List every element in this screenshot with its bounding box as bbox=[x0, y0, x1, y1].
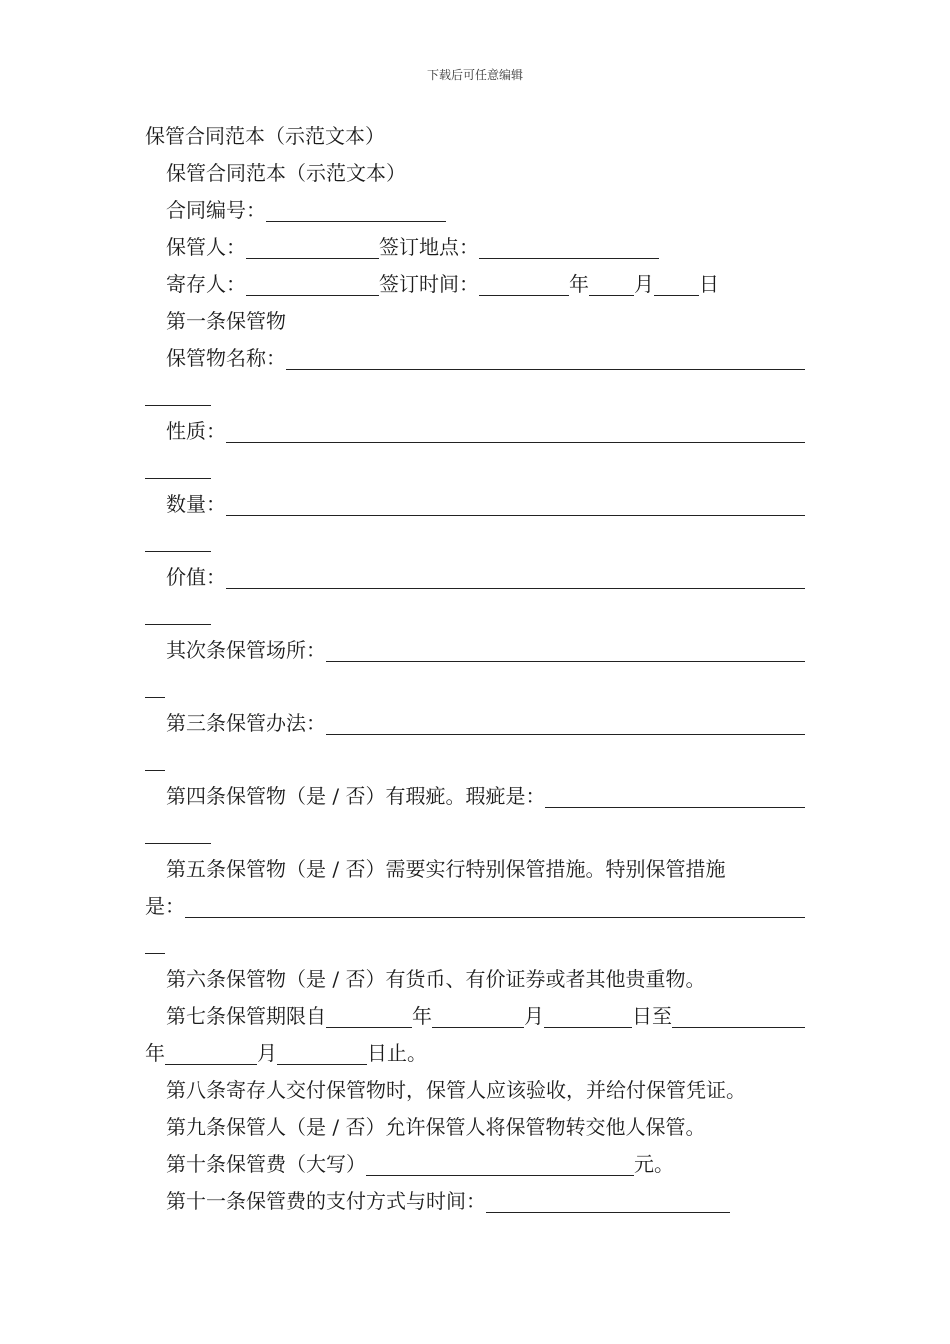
article-11-line bbox=[145, 1183, 805, 1220]
article-2: 其次条保管场所： bbox=[166, 638, 326, 662]
value-label: 价值： bbox=[166, 565, 226, 589]
contract-no-line bbox=[145, 192, 805, 229]
doc-title-line bbox=[145, 118, 805, 155]
item-name-label: 保管物名称： bbox=[166, 346, 286, 370]
contract-no-label: 合同编号： bbox=[166, 198, 266, 222]
quantity-cont bbox=[145, 523, 805, 559]
article-11: 第十一条保管费的支付方式与时间： bbox=[166, 1189, 486, 1213]
article-8: 第八条寄存人交付保管物时，保管人应该验收，并给付保管凭证。 bbox=[166, 1078, 746, 1102]
sign-year-label: 年 bbox=[569, 272, 589, 296]
article-6-line bbox=[145, 961, 805, 998]
article-10-a: 第十条保管费（大写） bbox=[166, 1152, 366, 1176]
defect-blank[interactable] bbox=[545, 781, 805, 808]
item-name-line bbox=[145, 340, 805, 377]
sign-month-blank[interactable] bbox=[589, 269, 634, 296]
nature-label: 性质： bbox=[166, 419, 226, 443]
article-5-b: 是： bbox=[145, 894, 185, 918]
sign-place-blank[interactable] bbox=[479, 232, 659, 259]
article-7-month: 月 bbox=[524, 1004, 544, 1028]
sign-time-label: 签订时间： bbox=[379, 272, 479, 296]
article-7-b-month: 月 bbox=[257, 1041, 277, 1065]
depositor-label: 寄存人： bbox=[166, 272, 246, 296]
article-1: 第一条保管物 bbox=[166, 309, 286, 333]
custodian-blank[interactable] bbox=[246, 232, 379, 259]
special-measures-blank-cont[interactable] bbox=[145, 927, 165, 954]
payment-method-blank[interactable] bbox=[486, 1186, 730, 1213]
value-line bbox=[145, 559, 805, 596]
value-cont bbox=[145, 596, 805, 632]
storage-place-blank[interactable] bbox=[326, 635, 805, 662]
article-6: 第六条保管物（是 / 否）有货币、有价证券或者其他贵重物。 bbox=[166, 967, 706, 991]
value-blank[interactable] bbox=[226, 562, 805, 589]
sign-day-label: 日 bbox=[699, 272, 719, 296]
article-8-line bbox=[145, 1072, 805, 1109]
sign-month-label: 月 bbox=[634, 272, 654, 296]
fee-amount-blank[interactable] bbox=[366, 1149, 634, 1176]
nature-blank[interactable] bbox=[226, 416, 805, 443]
article-5-a: 第五条保管物（是 / 否）需要实行特别保管措施。特别保管措施 bbox=[166, 857, 726, 881]
article-7-day-to: 日至 bbox=[632, 1004, 672, 1028]
special-measures-blank[interactable] bbox=[185, 891, 805, 918]
custodian-line bbox=[145, 229, 805, 266]
quantity-label: 数量： bbox=[166, 492, 226, 516]
quantity-blank-cont[interactable] bbox=[145, 525, 211, 552]
article-10-line bbox=[145, 1146, 805, 1183]
nature-line bbox=[145, 413, 805, 450]
article-4-line bbox=[145, 778, 805, 815]
item-name-blank[interactable] bbox=[286, 343, 805, 370]
article-3: 第三条保管办法： bbox=[166, 711, 326, 735]
period-start-month-blank[interactable] bbox=[432, 1001, 524, 1028]
article-9-line bbox=[145, 1109, 805, 1146]
depositor-line bbox=[145, 266, 805, 303]
period-start-day-blank[interactable] bbox=[544, 1001, 632, 1028]
value-blank-cont[interactable] bbox=[145, 598, 211, 625]
storage-method-blank-cont[interactable] bbox=[145, 744, 165, 771]
defect-blank-cont[interactable] bbox=[145, 817, 211, 844]
article-7-a: 第七条保管期限自 bbox=[166, 1004, 326, 1028]
article-5-cont bbox=[145, 925, 805, 961]
article-7-end: 日止。 bbox=[367, 1041, 427, 1065]
sign-year-blank[interactable] bbox=[479, 269, 569, 296]
article-7-b-year: 年 bbox=[145, 1041, 165, 1065]
article-1-line bbox=[145, 303, 805, 340]
sign-place-label: 签订地点： bbox=[379, 235, 479, 259]
article-10-b: 元。 bbox=[634, 1152, 674, 1176]
nature-blank-cont[interactable] bbox=[145, 452, 211, 479]
article-7-line bbox=[145, 998, 805, 1035]
article-2-line bbox=[145, 632, 805, 669]
article-4-cont bbox=[145, 815, 805, 851]
article-5-line-b bbox=[145, 888, 805, 925]
article-2-cont bbox=[145, 669, 805, 705]
storage-method-blank[interactable] bbox=[326, 708, 805, 735]
period-end-year-blank[interactable] bbox=[672, 1001, 805, 1028]
item-name-blank-cont[interactable] bbox=[145, 379, 211, 406]
article-7-year: 年 bbox=[412, 1004, 432, 1028]
period-end-month-blank[interactable] bbox=[165, 1038, 257, 1065]
item-name-cont bbox=[145, 377, 805, 413]
quantity-line bbox=[145, 486, 805, 523]
period-start-year-blank[interactable] bbox=[326, 1001, 412, 1028]
article-7-line-b bbox=[145, 1035, 805, 1072]
custodian-label: 保管人： bbox=[166, 235, 246, 259]
depositor-blank[interactable] bbox=[246, 269, 379, 296]
article-3-line bbox=[145, 705, 805, 742]
article-3-cont bbox=[145, 742, 805, 778]
contract-document bbox=[145, 118, 805, 1220]
doc-title: 保管合同范本（示范文本） bbox=[145, 124, 385, 148]
doc-subtitle: 保管合同范本（示范文本） bbox=[166, 161, 406, 185]
contract-no-blank[interactable] bbox=[266, 195, 446, 222]
article-4: 第四条保管物（是 / 否）有瑕疵。瑕疵是： bbox=[166, 784, 546, 808]
article-5-line bbox=[145, 851, 805, 888]
article-9: 第九条保管人（是 / 否）允许保管人将保管物转交他人保管。 bbox=[166, 1115, 706, 1139]
doc-subtitle-line bbox=[145, 155, 805, 192]
sign-day-blank[interactable] bbox=[654, 269, 699, 296]
quantity-blank[interactable] bbox=[226, 489, 805, 516]
page-header-note: 下载后可任意编辑 bbox=[426, 68, 523, 82]
storage-place-blank-cont[interactable] bbox=[145, 671, 165, 698]
period-end-day-blank[interactable] bbox=[277, 1038, 367, 1065]
nature-cont bbox=[145, 450, 805, 486]
